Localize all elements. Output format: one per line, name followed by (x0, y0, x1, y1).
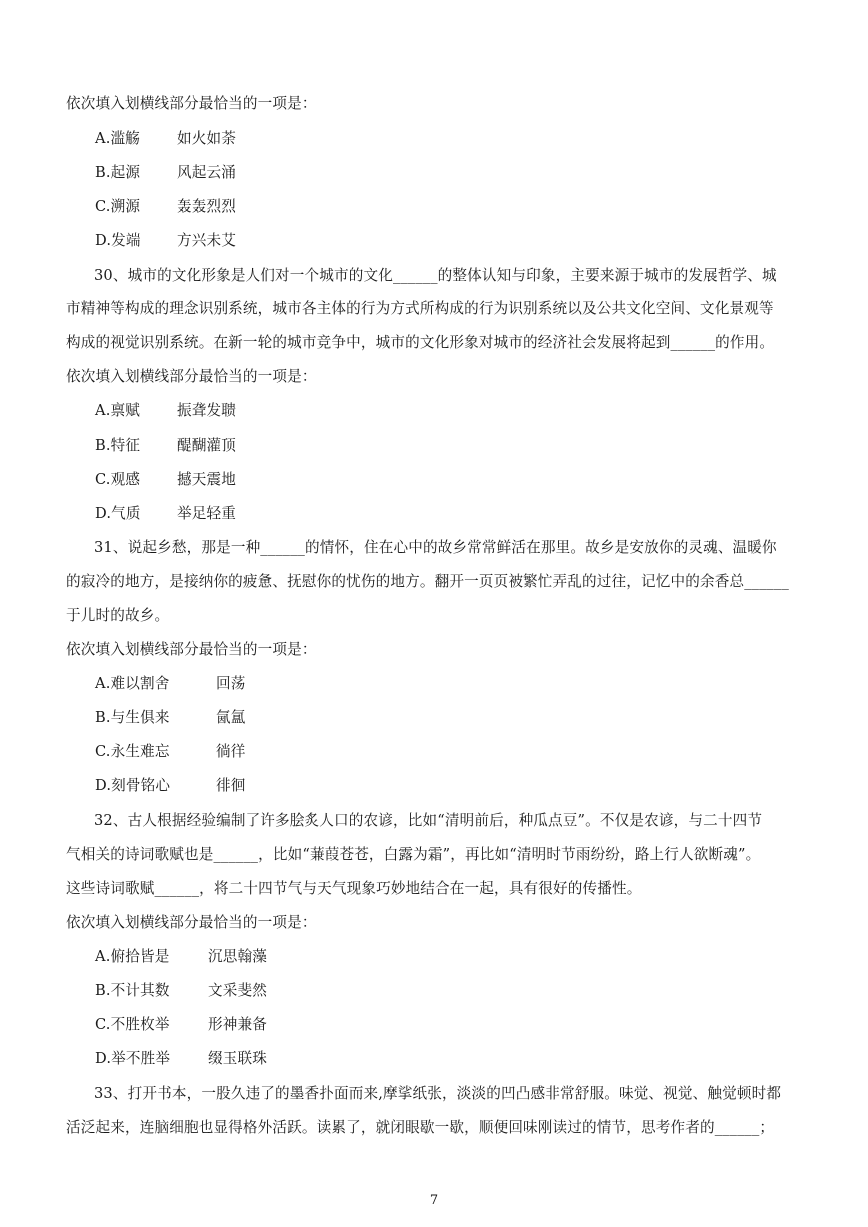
q30-option-d: D. 气质 举足轻重 (95, 505, 236, 522)
q32-prompt: 依次填入划横线部分最恰当的一项是： (66, 914, 317, 931)
q30-stem-line-2: 市精神等构成的理念识别系统，城市各主体的行为方式所构成的行为识别系统以及公共文化空间、文化景观等 (66, 300, 774, 317)
q30-option-b: B. 特征 醍醐灌顶 (95, 437, 236, 454)
q30-prompt: 依次填入划横线部分最恰当的一项是： (66, 368, 317, 385)
page-number: 7 (429, 1193, 439, 1208)
q32-stem-line-2: 气相关的诗词歌赋也是______，比如“蒹葭苍苍，白露为霜”，再比如“清明时节雨纷纷，路上行人欲断魂”。 (66, 846, 761, 863)
q33-stem-line-1: 33、打开书本，一股久违了的墨香扑面而来,摩挲纸张，淡淡的凹凸感非常舒服。味觉、视觉、触觉顿时都 (94, 1085, 782, 1102)
q30-stem-line-3: 构成的视觉识别系统。在新一轮的城市竞争中，城市的文化形象对城市的经济社会发展将起到______的作用。 (66, 334, 775, 351)
q32-stem-line-1: 32、古人根据经验编制了许多脍炙人口的农谚，比如“清明前后，种瓜点豆”。不仅是农谚，与二十四节 (94, 812, 763, 829)
q30-option-a: A. 禀赋 振聋发聩 (95, 402, 236, 419)
q29-option-d: D. 发端 方兴未艾 (95, 232, 236, 249)
q31-prompt: 依次填入划横线部分最恰当的一项是： (66, 641, 317, 658)
q32-option-a: A. 俯拾皆是 沉思翰藻 (95, 948, 267, 965)
q32-stem-line-3: 这些诗词歌赋______，将二十四节气与天气现象巧妙地结合在一起，具有很好的传播性。 (66, 880, 642, 897)
q29-option-c: C. 溯源 轰轰烈烈 (95, 198, 236, 215)
q32-option-d: D. 举不胜举 缀玉联珠 (95, 1050, 267, 1067)
q29-option-a: A. 滥觞 如火如荼 (95, 130, 236, 147)
q30-option-c: C. 观感 撼天震地 (95, 471, 236, 488)
q31-option-d: D. 刻骨铭心 徘徊 (95, 777, 246, 794)
q32-option-c: C. 不胜枚举 形神兼备 (95, 1016, 267, 1033)
q33-stem-line-2: 活泛起来，连脑细胞也显得格外活跃。读累了，就闭眼歇一歇，顺便回味刚读过的情节，思考作者的______； (66, 1119, 775, 1136)
q31-stem-line-1: 31、说起乡愁，那是一种______的情怀，住在心中的故乡常常鲜活在那里。故乡是安放你的灵魂、温暖你 (94, 539, 777, 556)
q32-option-b: B. 不计其数 文采斐然 (95, 982, 267, 999)
q29-prompt: 依次填入划横线部分最恰当的一项是： (66, 95, 317, 112)
q30-stem-line-1: 30、城市的文化形象是人们对一个城市的文化______的整体认知与印象，主要来源于城市的发展哲学、城 (94, 267, 777, 284)
q31-stem-line-2: 的寂冷的地方，是接纳你的疲惫、抚慰你的忧伤的地方。翻开一页页被繁忙弄乱的过往，记忆中的余香总______ (66, 573, 789, 590)
q31-option-b: B. 与生俱来 氤氲 (95, 709, 246, 726)
q29-option-b: B. 起源 风起云涌 (95, 164, 236, 181)
q31-option-a: A. 难以割舍 回荡 (95, 675, 246, 692)
q31-option-c: C. 永生难忘 徜徉 (95, 743, 246, 760)
q31-stem-line-3: 于儿时的故乡。 (66, 607, 170, 624)
